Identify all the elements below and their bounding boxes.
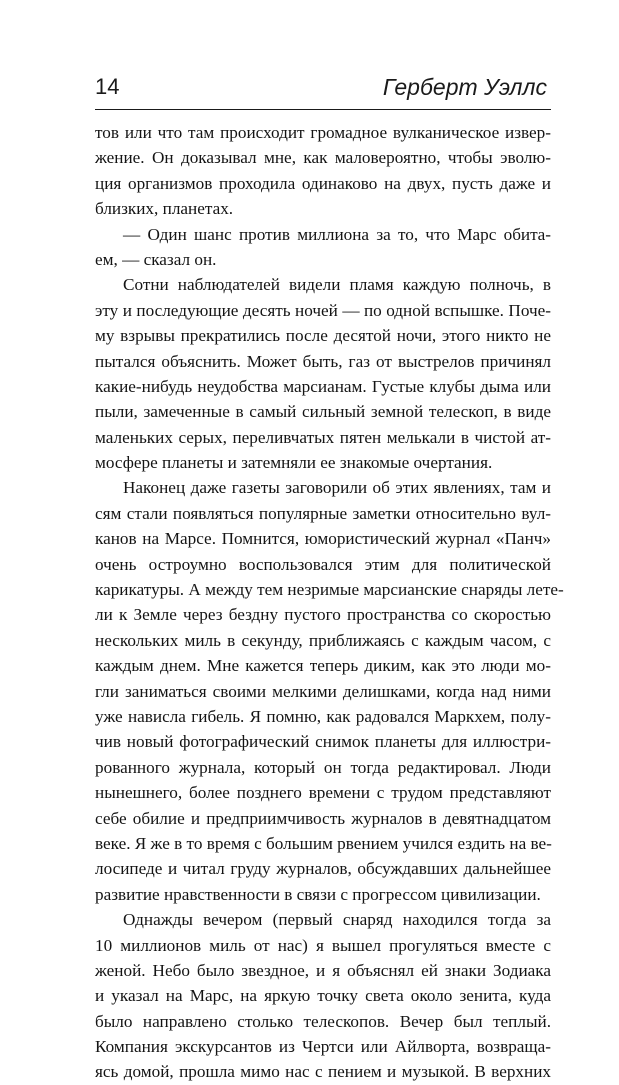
text-line: пытался объяснить. Может быть, газ от выстрелов причинял (95, 351, 551, 371)
body-text (95, 120, 564, 1085)
text-line: очень остроумно воспользовался этим для политической (95, 554, 551, 574)
text-line: себе обилие и предприимчивость журналов в девятнадцатом (95, 808, 551, 828)
text-line: Компания экскурсантов из Чертси или Айлворта, возвраща- (95, 1037, 551, 1057)
text-line: нескольких миль в секунду, приближаясь с каждым часом, с (95, 630, 551, 650)
text-line: и указал на Марс, на яркую точку света около зенита, куда (95, 986, 551, 1006)
text-line: рованного журнала, который он тогда редактировал. Люди (95, 757, 551, 777)
text-line: какие-нибудь неудобства марсианам. Густые клубы дыма или (95, 376, 551, 396)
text-line: канов на Марсе. Помнится, юмористический журнал «Панч» (95, 529, 551, 549)
text-line: близких, планетах. (95, 199, 234, 219)
page-number: 14 (95, 74, 120, 99)
text-line: лосипеде и читал груду журналов, обсуждавших дальнейшее (95, 859, 551, 879)
text-line: развитие нравственности в связи с прогрессом цивилизации. (95, 884, 541, 904)
text-line: уже нависла гибель. Я помню, как радовался Маркхем, полу- (95, 706, 551, 726)
text-line: Сотни наблюдателей видели пламя каждую полночь, в (123, 275, 551, 295)
text-line: му взрывы прекратились после десятой ночи, этого никто не (95, 326, 551, 346)
text-line: маленьких серых, переливчатых пятен мелькали в чистой ат- (95, 427, 551, 447)
text-line: пыли, замеченные в самый сильный земной телескоп, в виде (95, 402, 551, 422)
text-line: жение. Он доказывал мне, как маловероятно, чтобы эволю- (95, 148, 551, 168)
text-line: ем, — сказал он. (95, 249, 217, 269)
header-divider (95, 109, 551, 110)
text-line: чив новый фотографический снимок планеты для иллюстри- (95, 732, 551, 752)
text-line: — Один шанс против миллиона за то, что Марс обитa- (123, 224, 551, 244)
text-line: каждым днем. Мне кажется теперь диким, как это люди мо- (95, 656, 551, 676)
text-line: Наконец даже газеты заговорили об этих явлениях, там и (123, 478, 551, 498)
text-line: нынешнего, более позднего времени с трудом представляют (95, 783, 551, 803)
text-line: женой. Небо было звездное, и я объяснял ей знаки Зодиака (95, 960, 551, 980)
page-header (95, 66, 547, 106)
text-line: мосфере планеты и затемняли ее знакомые очертания. (95, 453, 493, 473)
text-line: эту и последующие десять ночей — по одной вспышке. Почe- (95, 300, 551, 320)
text-line: тов или что там происходит громадное вулканическое извер- (95, 123, 551, 142)
text-line: ли к Земле через бездну пустого пространства со скоростью (95, 605, 551, 625)
running-title: Герберт Уэллс (382, 74, 547, 100)
text-line: Однажды вечером (первый снаряд находился тогда за (123, 910, 551, 930)
text-line: карикатуры. А между тем незримые марсианские снаряды лете- (95, 580, 564, 600)
text-line: сям стали появляться популярные заметки относительно вул- (95, 503, 551, 523)
text-line: было направлено столько телескопов. Вечер был теплый. (95, 1011, 551, 1031)
text-line: ясь домой, прошла мимо нас с пением и музыкой. В верхних (95, 1062, 551, 1082)
text-line: гли заниматься своими мелкими делишками, когда над ними (95, 681, 551, 701)
text-line: 10 миллионов миль от нас) я вышел прогуляться вместе с (95, 935, 551, 955)
text-line: веке. Я же в то время с большим рвением учился ездить на ве- (95, 833, 552, 853)
text-line: ция организмов проходила одинаково на двух, пусть даже и (95, 173, 551, 193)
